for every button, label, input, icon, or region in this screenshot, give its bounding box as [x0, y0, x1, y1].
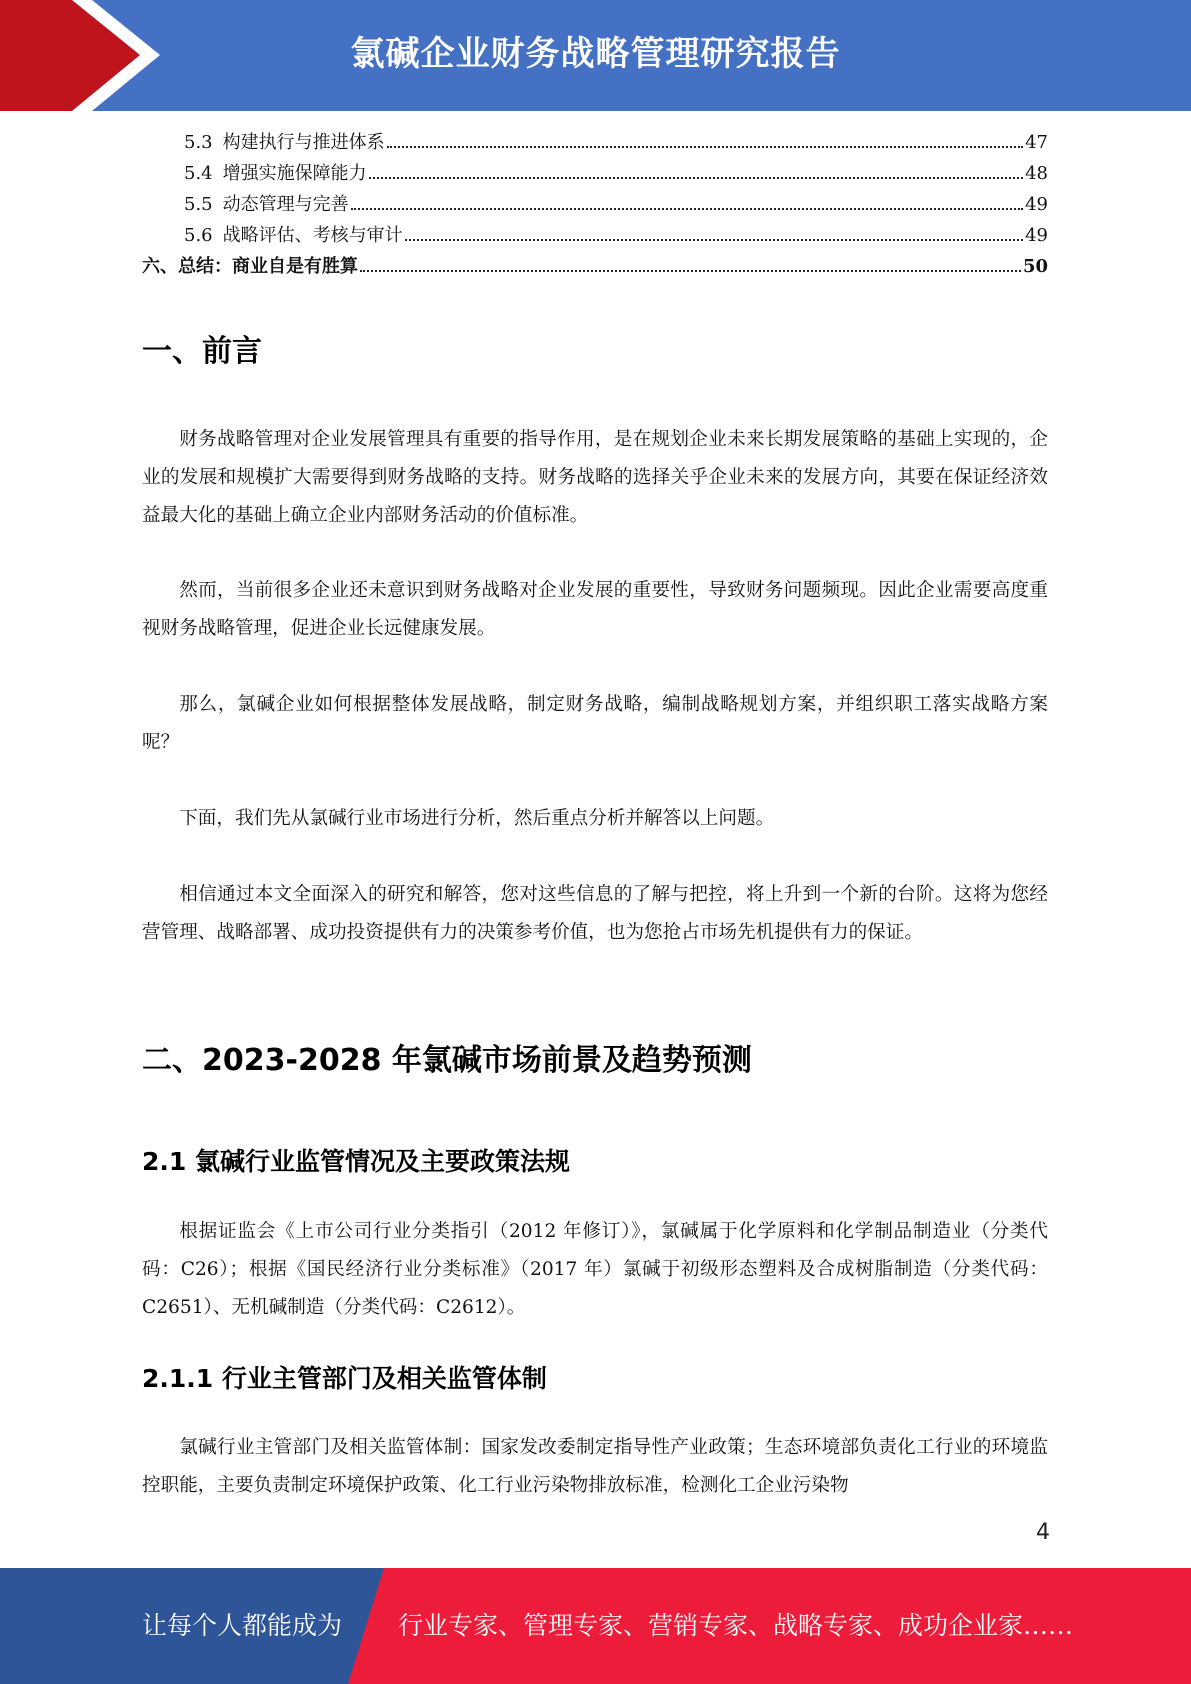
- toc-item-title: 战略评估、考核与审计: [222, 225, 403, 246]
- market-forecast-heading: 二、2023-2028 年氯碱市场前景及趋势预测: [142, 1043, 752, 1078]
- preface-paragraph-2: 然而，当前很多企业还未意识到财务战略对企业发展的重要性，导致财务问题频现。因此企业需要高度重视财务战略管理，促进企业长远健康发展。: [142, 580, 1048, 639]
- report-title: 氯碱企业财务战略管理研究报告: [350, 34, 841, 74]
- toc-item-chapter-6[interactable]: [142, 252, 1048, 283]
- section-2-1-paragraph: 根据证监会《上市公司行业分类指引（2012 年修订）》，氯碱属于化学原料和化学制品制造业（分类代码：C26）；根据《国民经济行业分类标准》（2017 年）氯碱于初级形态塑料及合成树脂制造（分类代码：C2651）、无机碱制造（分类代码：C2612）。: [142, 1221, 1048, 1318]
- toc-item-number: 5.6: [184, 225, 213, 246]
- toc-item-5-4[interactable]: [142, 159, 1048, 190]
- toc-item-page: 47: [1025, 132, 1048, 153]
- toc-item-title: 六、总结：商业自是有胜算: [142, 256, 358, 277]
- toc-item-number: 5.5: [184, 194, 213, 215]
- toc-item-page: 49: [1025, 225, 1048, 246]
- toc-item-page: 48: [1025, 163, 1048, 184]
- toc-leader-dots: [405, 238, 1023, 241]
- toc-item-5-3[interactable]: [142, 128, 1048, 159]
- toc-item-title: 构建执行与推进体系: [222, 132, 385, 153]
- preface-paragraph-3: 那么，氯碱企业如何根据整体发展战略，制定财务战略，编制战略规划方案，并组织职工落实战略方案呢？: [142, 694, 1048, 753]
- toc-item-number: 5.3: [184, 132, 213, 153]
- toc-item-title: 增强实施保障能力: [222, 163, 367, 184]
- table-of-contents: [142, 128, 1048, 283]
- preface-paragraph-4: 下面，我们先从氯碱行业市场进行分析，然后重点分析并解答以上问题。: [179, 808, 775, 829]
- toc-item-5-6[interactable]: [142, 221, 1048, 252]
- preface-paragraph-5: 相信通过本文全面深入的研究和解答，您对这些信息的了解与把控，将上升到一个新的台阶。这将为您经营管理、战略部署、成功投资提供有力的决策参考价值，也为您抢占市场先机提供有力的保证。: [142, 884, 1048, 943]
- toc-leader-dots: [387, 145, 1023, 148]
- section-2-1-1-paragraph: 氯碱行业主管部门及相关监管体制：国家发改委制定指导性产业政策；生态环境部负责化工行业的环境监控职能，主要负责制定环境保护政策、化工行业污染物排放标准，检测化工企业污染物: [142, 1437, 1048, 1496]
- page-header: [0, 0, 1191, 111]
- page-footer: [0, 1568, 1191, 1684]
- footer-slogan-right: 行业专家、管理专家、营销专家、战略专家、成功企业家……: [398, 1611, 1074, 1640]
- toc-item-page: 50: [1022, 256, 1048, 277]
- preface-heading: 一、前言: [142, 334, 262, 369]
- section-2-1-heading: 2.1 氯碱行业监管情况及主要政策法规: [142, 1147, 570, 1176]
- page-number: 4: [1036, 1520, 1050, 1545]
- toc-item-number: 5.4: [184, 163, 213, 184]
- footer-slogan-left: 让每个人都能成为: [142, 1611, 343, 1640]
- toc-item-page: 49: [1025, 194, 1048, 215]
- section-2-1-1-heading: 2.1.1 行业主管部门及相关监管体制: [142, 1364, 547, 1393]
- preface-paragraph-1: 财务战略管理对企业发展管理具有重要的指导作用，是在规划企业未来长期发展策略的基础上实现的，企业的发展和规模扩大需要得到财务战略的支持。财务战略的选择关乎企业未来的发展方向，其要在保证经济效益最大化的基础上确立企业内部财务活动的价值标准。: [142, 429, 1048, 526]
- toc-leader-dots: [360, 269, 1021, 272]
- toc-item-title: 动态管理与完善: [222, 194, 349, 215]
- toc-item-5-5[interactable]: [142, 190, 1048, 221]
- toc-leader-dots: [369, 176, 1023, 179]
- toc-leader-dots: [351, 207, 1023, 210]
